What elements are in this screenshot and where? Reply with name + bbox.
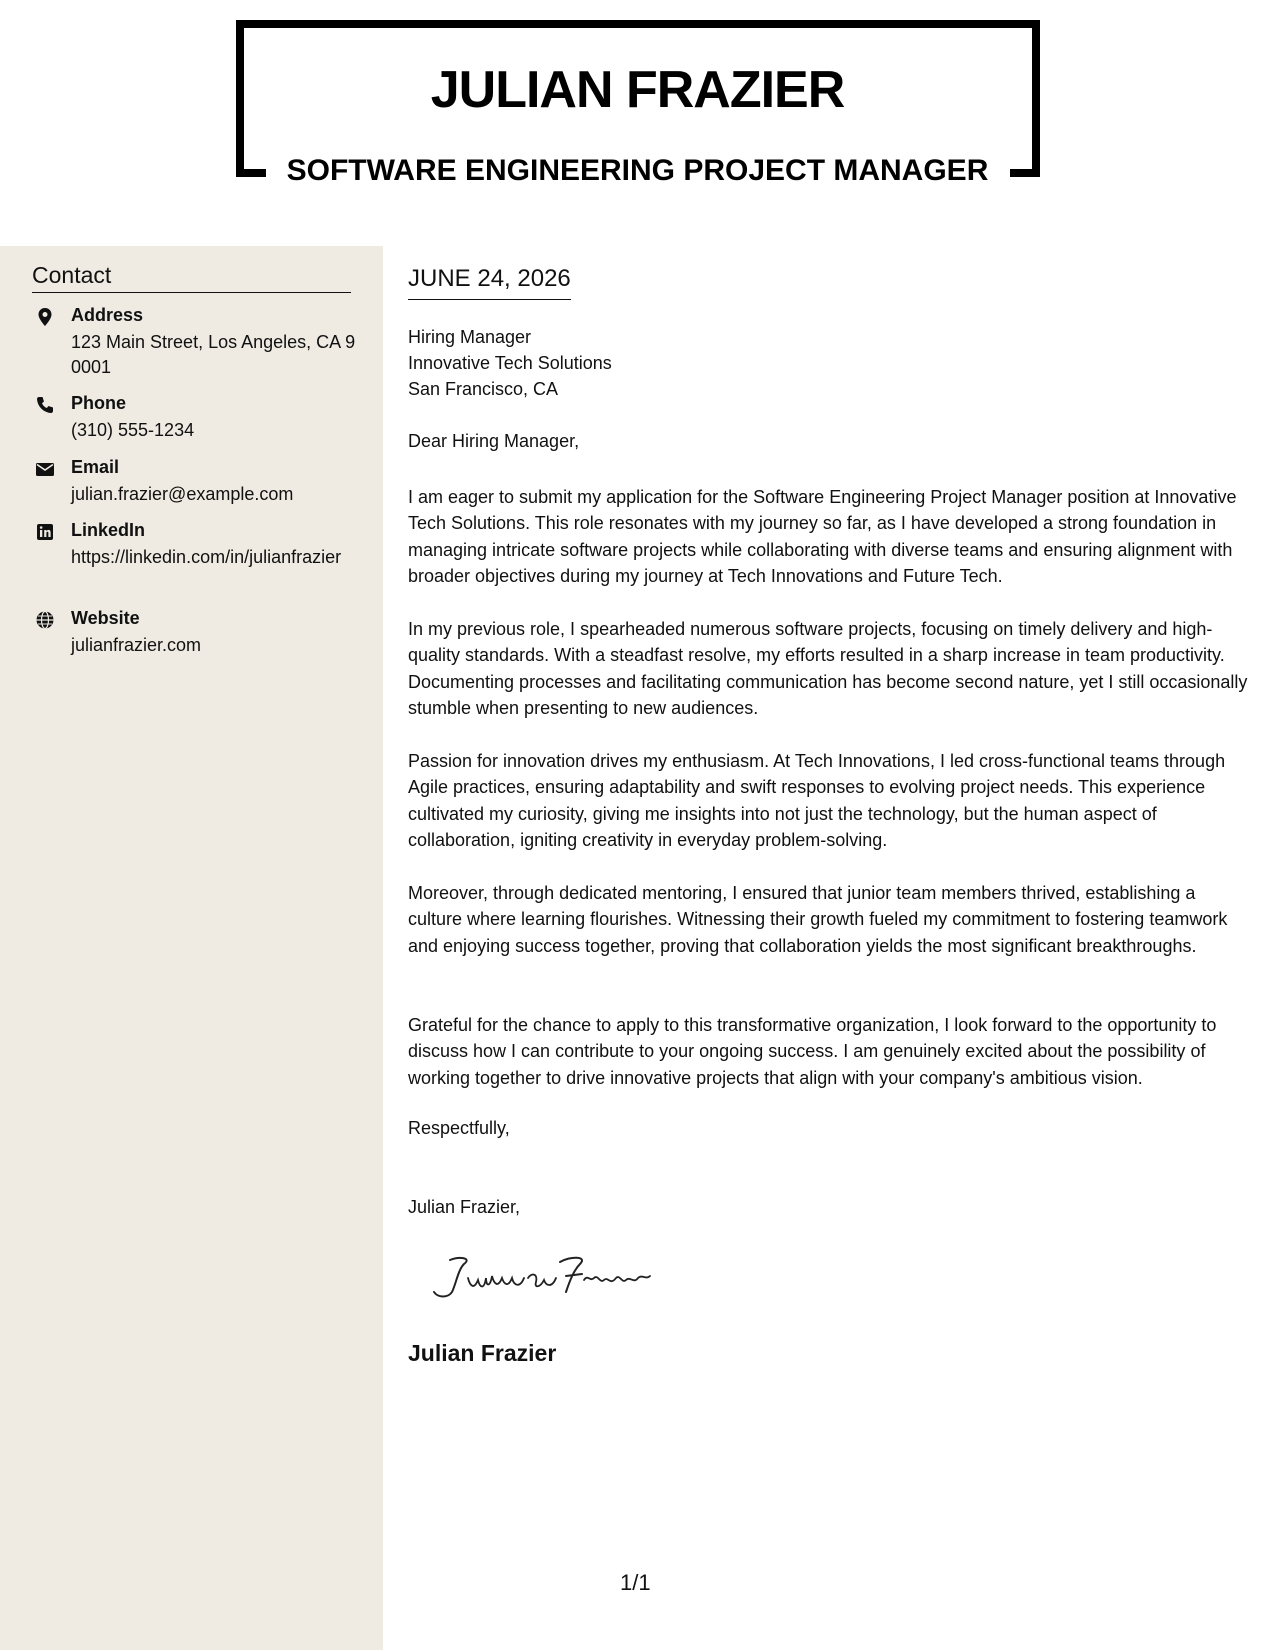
linkedin-value[interactable]: https://linkedin.com/in/julianfrazier — [71, 547, 342, 567]
signoff-name: Julian Frazier, — [408, 1197, 521, 1217]
phone-icon — [35, 395, 55, 415]
website-label: Website — [71, 608, 140, 628]
sidebar — [0, 246, 383, 1650]
phone-value[interactable]: (310) 555-1234 — [71, 420, 195, 440]
contact-heading: Contact — [32, 262, 351, 293]
signer-name: Julian Frazier — [408, 1340, 557, 1366]
phone-label: Phone — [71, 393, 127, 413]
letter-date: JUNE 24, 2026 — [408, 265, 571, 300]
closing: Respectfully, — [408, 1118, 510, 1138]
address-value: 123 Main Street, Los Angeles, CA 90001 — [71, 332, 356, 377]
linkedin-icon — [35, 522, 55, 542]
email-label: Email — [71, 457, 120, 477]
salutation: Dear Hiring Manager, — [408, 431, 580, 451]
map-pin-icon — [35, 307, 55, 327]
recipient-title: Hiring Manager — [408, 327, 532, 347]
frame-top-border — [236, 20, 1040, 28]
paragraph-1: I am eager to submit my application for the Software Engineering Project Manager position at Innovative Tech Solutions. This role resonates with my journey so far, as I have developed a strong foundation in managing intricate software projects while collaborating with diverse teams and ensuring alignment with broader objectives during my journey at Tech Innovations and Future Tech. — [408, 487, 1237, 587]
email-value[interactable]: julian.frazier@example.com — [71, 484, 294, 504]
website-value[interactable]: julianfrazier.com — [71, 635, 202, 655]
paragraph-2: In my previous role, I spearheaded numerous software projects, focusing on timely delivery and high-quality standards. With a steadfast resolve, my efforts resulted in a sharp increase in team productivity. Documenting processes and facilitating communication has become second nature, yet I still occasionally stumble when presenting to new audiences. — [408, 619, 1248, 719]
applicant-name: JULIAN FRAZIER — [430, 61, 845, 119]
recipient-location: San Francisco, CA — [408, 379, 559, 399]
linkedin-label: LinkedIn — [71, 520, 146, 540]
paragraph-5: Grateful for the chance to apply to this transformative organization, I look forward to the opportunity to discuss how I can contribute to your ongoing success. I am genuinely excited about the possibility of working together to drive innovative projects that align with your company's ambitious vision. — [408, 1015, 1217, 1088]
paragraph-4: Moreover, through dedicated mentoring, I ensured that junior team members thrived, establishing a culture where learning flourishes. Witnessing their growth fueled my commitment to fostering teamwork and enjoying success together, proving that collaboration yields the most significant breakthroughs. — [408, 883, 1228, 956]
envelope-icon — [35, 459, 55, 479]
globe-icon — [35, 610, 55, 630]
address-label: Address — [71, 305, 144, 325]
recipient-company: Innovative Tech Solutions — [408, 353, 612, 373]
page-number: 1/1 — [620, 1570, 651, 1595]
handwritten-signature — [420, 1248, 660, 1308]
job-title: SOFTWARE ENGINEERING PROJECT MANAGER — [286, 154, 989, 187]
recipient-block — [408, 324, 612, 402]
paragraph-3: Passion for innovation drives my enthusiasm. At Tech Innovations, I led cross-functional teams through Agile practices, ensuring adaptability and swift responses to evolving project needs. This experience cultivated my curiosity, giving me insights into not just the technology, but the human aspect of collaboration, igniting creativity in everyday problem-solving. — [408, 751, 1226, 851]
